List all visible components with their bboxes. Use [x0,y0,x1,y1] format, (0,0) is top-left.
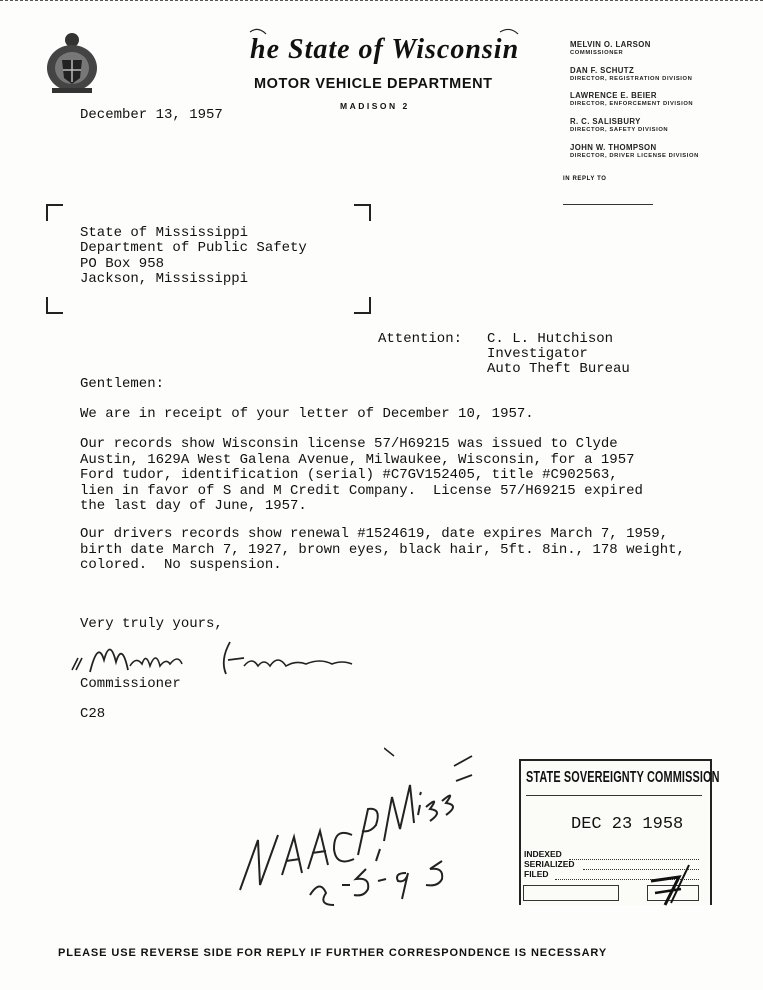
reply-to-line [563,204,653,205]
staff-entry [570,91,693,107]
sovereignty-commission-stamp [519,759,720,905]
signer-title: Commissioner [80,676,181,692]
staff-name: R. C. SALISBURY [570,117,641,126]
stamp-label-serialized: SERIALIZED [524,859,575,869]
staff-name: LAWRENCE E. BEIER [570,91,657,100]
stamp-title: STATE SOVEREIGNTY COMMISSION [526,769,720,786]
staff-title: DIRECTOR, SAFETY DIVISION [570,127,669,133]
closing: Very truly yours, [80,616,223,632]
page-top-edge [0,0,763,1]
staff-name: JOHN W. THOMPSON [570,143,657,152]
handwritten-annotation [230,745,490,915]
department-city: MADISON 2 [340,101,410,111]
attention-line: Auto Theft Bureau [487,361,630,377]
stamp-label-indexed: INDEXED [524,849,562,859]
stamp-divider [526,795,702,796]
window-corner-bottom-left [46,297,63,314]
handwritten-tick-marks [384,738,484,768]
staff-entry [570,40,651,56]
staff-title: DIRECTOR, REGISTRATION DIVISION [570,76,693,82]
staff-title: DIRECTOR, DRIVER LICENSE DIVISION [570,153,699,159]
address-line: Jackson, Mississippi [80,271,249,287]
letterhead-title: he State of Wisconsin [250,34,520,65]
stamp-date: DEC 23 1958 [571,815,684,834]
letterhead-flourish [238,28,538,68]
staff-name: MELVIN O. LARSON [570,40,651,49]
attention-line: C. L. Hutchison [487,331,614,347]
staff-entry [570,143,699,159]
staff-entry [570,117,668,133]
department-name: MOTOR VEHICLE DEPARTMENT [254,76,493,92]
staff-title: COMMISSIONER [570,50,624,56]
address-line: PO Box 958 [80,256,165,272]
stamp-label-filed: FILED [524,869,549,879]
attention-line: Investigator [487,346,588,362]
attention-label: Attention: [378,331,463,347]
reply-to-label: IN REPLY TO [563,176,607,182]
stamp-box [523,885,619,901]
body-paragraph: We are in receipt of your letter of December 10, 1957. [80,406,534,422]
letter-date: December 13, 1957 [80,107,223,123]
footer-notice: PLEASE USE REVERSE SIDE FOR REPLY IF FURTHER CORRESPONDENCE IS NECESSARY [58,947,608,959]
staff-name: DAN F. SCHUTZ [570,66,635,75]
stamp-handwritten-mark [645,859,709,907]
typist-initials: C28 [80,706,106,722]
staff-entry [570,66,692,82]
body-paragraph: Our drivers records show renewal #1524619, date expires March 7, 1959, birth date March 7, 1927, brown eyes, black hair, 5ft. 8in., 178 weight, colored. No suspension. [80,526,685,573]
window-corner-bottom-right [354,297,371,314]
window-corner-top-right [354,204,371,221]
address-line: State of Mississippi [80,225,249,241]
body-paragraph: Our records show Wisconsin license 57/H69215 was issued to Clyde Austin, 1629A West Galena Avenue, Milwaukee, Wisconsin, for a 1957 Ford tudor, identification (serial) #C7GV152405, title #C902563, lien in favor of S and M Credit Company. License 57/H69215 expired the last day of June, 1957. [80,436,643,514]
address-line: Department of Public Safety [80,240,307,256]
state-seal-icon [44,30,100,96]
salutation: Gentlemen: [80,376,165,392]
window-corner-top-left [46,204,63,221]
staff-title: DIRECTOR, ENFORCEMENT DIVISION [570,101,694,107]
